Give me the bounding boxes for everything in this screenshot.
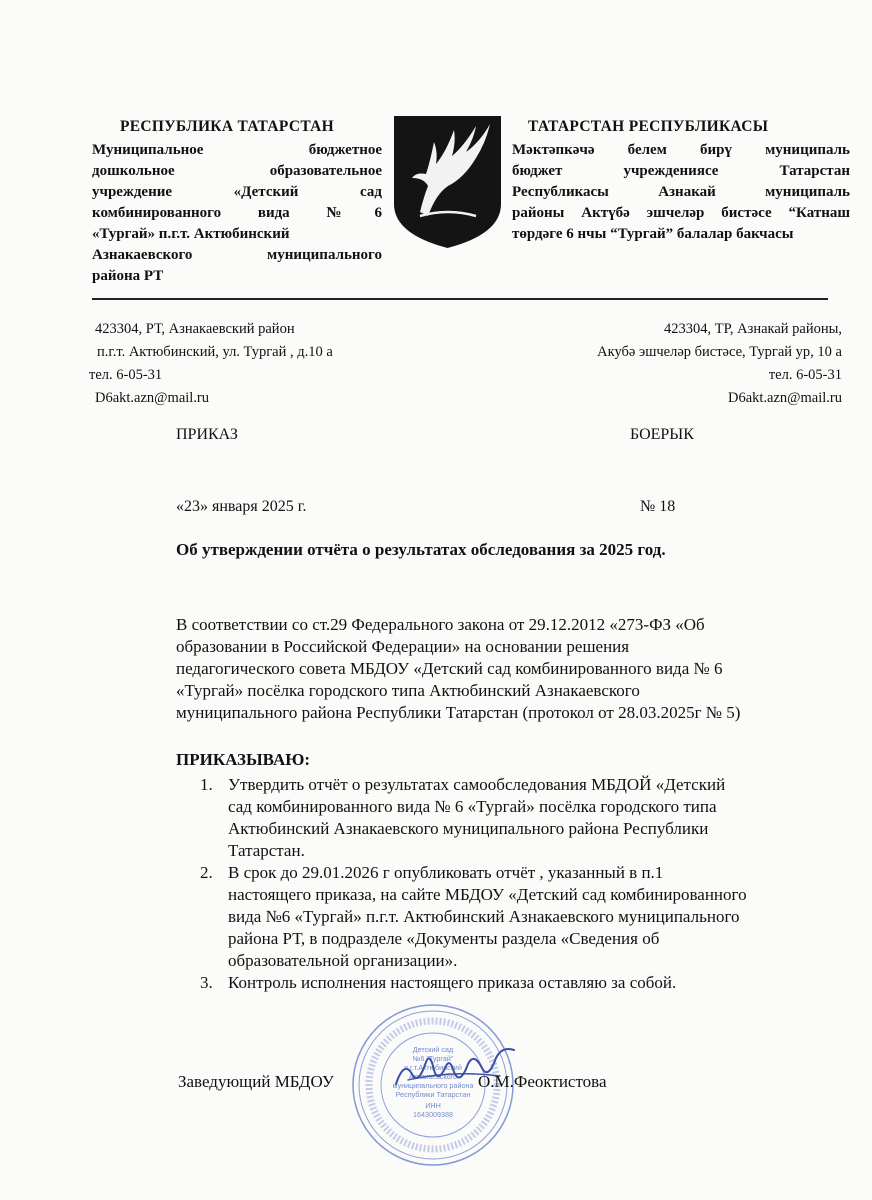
- signer-name: О.М.Феоктистова: [478, 1072, 607, 1091]
- header-left-line: района РТ: [92, 268, 164, 284]
- header-left-line: дошкольное образовательное: [92, 163, 382, 179]
- address-line: Акубә эшчеләр бистәсе, Тургай ур, 10 а: [597, 344, 842, 360]
- item-line: Актюбинский Азнакаевского муниципального района Республики: [228, 819, 709, 838]
- address-line: 423304, РТ, Азнакаевский район: [95, 321, 295, 337]
- item-line: вида №6 «Тургай» п.г.т. Актюбинский Азнакаевского муниципального: [228, 907, 740, 926]
- header-left-line: Азнакаевского муниципального: [92, 247, 382, 263]
- header-left-line: Муниципальное бюджетное: [92, 142, 382, 158]
- header-right-title: ТАТАРСТАН РЕСПУБЛИКАСЫ: [528, 118, 769, 135]
- preamble-line: «Тургай» посёлка городского типа Актюбинский Азнакаевского: [176, 681, 640, 700]
- item-number: 1.: [200, 775, 213, 794]
- stamp-line: №6 "Тургай": [412, 1054, 454, 1063]
- address-left: [89, 318, 333, 410]
- order-title: ПРИКАЗЫВАЮ:: [176, 750, 311, 769]
- item-line: В срок до 29.01.2026 г опубликовать отчёт , указанный в п.1: [228, 863, 664, 882]
- header-right-line: Республикасы Азнакай муниципаль: [512, 184, 850, 200]
- header-right-line: Мәктәпкәчә белем бирү муниципаль: [512, 142, 850, 158]
- email: D6akt.azn@mail.ru: [727, 390, 842, 406]
- item-number: 3.: [200, 973, 213, 992]
- address-line: п.г.т. Актюбинский, ул. Тургай , д.10 а: [97, 344, 333, 360]
- header-right-line: районы Актүбә эшчеләр бистәсе “Катнаш: [512, 205, 850, 221]
- signer-role: Заведующий МБДОУ: [178, 1072, 334, 1091]
- preamble-line: образовании в Российской Федерации» на основании решения: [176, 637, 630, 656]
- doc-type-tt: БОЕРЫК: [630, 426, 694, 443]
- order-item: [200, 972, 850, 994]
- phone: тел. 6-05-31: [89, 367, 163, 383]
- preamble-line: В соответствии со ст.29 Федерального закона от 29.12.2012 «273-ФЗ «Об: [176, 615, 705, 634]
- preamble-line: педагогического совета МБДОУ «Детский сад комбинированного вида № 6: [176, 659, 723, 678]
- email: D6akt.azn@mail.ru: [95, 390, 210, 406]
- header-left-line: учреждение «Детский сад: [92, 184, 382, 200]
- item-line: Контроль исполнения настоящего приказа оставляю за собой.: [228, 973, 677, 992]
- stamp-line: п.г.т.Актюбинский: [404, 1063, 462, 1072]
- header-right-org: [512, 140, 850, 245]
- preamble-line: муниципального района Республики Татарстан (протокол от 28.03.2025г № 5): [176, 703, 741, 722]
- header-left-line: «Тургай» п.г.т. Актюбинский: [92, 226, 290, 242]
- item-line: района РТ, в подразделе «Документы раздела «Сведения об: [228, 929, 660, 948]
- header-left-org: [92, 140, 382, 287]
- header-right-line: төрдәге 6 нчы “Тургай” балалар бакчасы: [512, 226, 794, 242]
- stamp-line: Республики Татарстан: [395, 1090, 471, 1099]
- header-left-line: комбинированного вида №6: [92, 205, 382, 221]
- item-line: настоящего приказа, на сайте МБДОУ «Детский сад комбинированного: [228, 885, 747, 904]
- item-line: образовательной организации».: [228, 951, 458, 970]
- order-heading: Об утверждении отчёта о результатах обследования за 2025 год.: [176, 540, 666, 559]
- header-divider: [92, 298, 828, 300]
- stamp-line: ИНН: [425, 1101, 441, 1110]
- stamp-line: Детский сад: [412, 1045, 454, 1054]
- order-items: [200, 774, 850, 994]
- item-line: Утвердить отчёт о результатах самообследования МБДОЙ «Детский: [228, 775, 726, 794]
- bird-emblem-icon: [390, 112, 505, 250]
- order-preamble: [176, 614, 856, 724]
- address-right: [597, 318, 842, 410]
- order-number: № 18: [640, 498, 676, 515]
- stamp-line: муниципального района: [392, 1081, 474, 1090]
- address-line: 423304, ТР, Азнакай районы,: [664, 321, 842, 337]
- header-right-line: бюджет учреждениясе Татарстан: [512, 163, 850, 179]
- stamp-line: 1643009388: [413, 1110, 453, 1119]
- item-number: 2.: [200, 863, 213, 882]
- order-item: [200, 774, 850, 862]
- header-left-title: РЕСПУБЛИКА ТАТАРСТАН: [120, 118, 335, 135]
- doc-type-ru: ПРИКАЗ: [176, 426, 238, 443]
- stamp-line: Азнакаевского: [408, 1072, 458, 1081]
- phone: тел. 6-05-31: [768, 367, 842, 383]
- item-line: Татарстан.: [228, 841, 305, 860]
- order-item: [200, 862, 850, 972]
- order-date: «23» января 2025 г.: [176, 498, 307, 515]
- item-line: сад комбинированного вида № 6 «Тургай» посёлка городского типа: [228, 797, 717, 816]
